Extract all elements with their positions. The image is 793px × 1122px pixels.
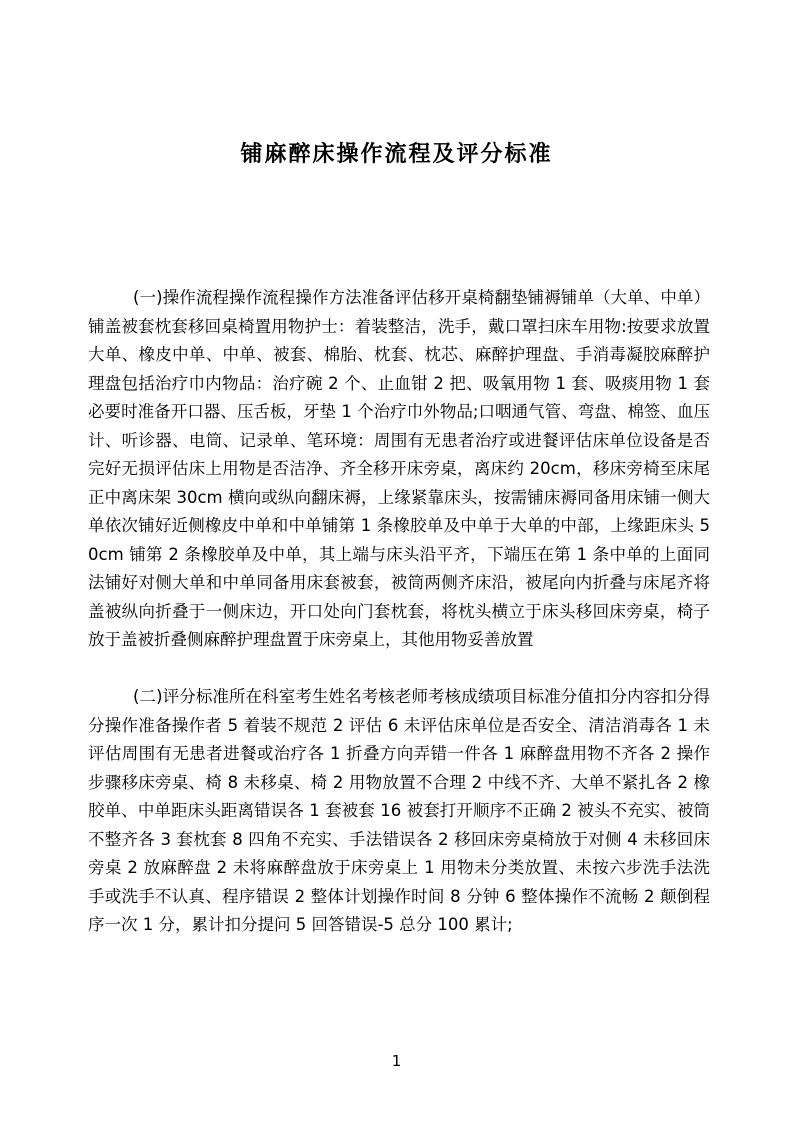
- page-title: 铺麻醉床操作流程及评分标准: [240, 142, 553, 167]
- page-number: 1: [391, 1052, 402, 1070]
- paragraph-scoring-standard: (二)评分标准所在科室考生姓名考核老师考核成绩项目标准分值扣分内容扣分得分操作准备操作者 5 着装不规范 2 评估 6 未评估床单位是否安全、清洁消毒各 1 未评估周围有无患者进餐或治疗各 1 折叠方向弄错一件各 1 麻醉盘用物不齐各 2 操作步骤移床旁桌、椅 8 未移桌、椅 2 用物放置不合理 2 中线不齐、大单不紧扎各 2 橡胶单、中单距床头距离错误各 1 套被套 16 被套打开顺序不正确 2 被头不充实、被筒不整齐各 3 套枕套 8 四角不充实、手法错误各 2 移回床旁桌椅放于对侧 4 未移回床旁桌 2 放麻醉盘 2 未将麻醉盘放于床旁桌上 1 用物未分类放置、未按六步洗手法洗手或洗手不认真、程序错误 2 整体计划操作时间 8 分钟 6 整体操作不流畅 2 颠倒程序一次 1 分，累计扣分提问 5 回答错误-5 总分 100 累计;: [88, 687, 710, 934]
- document-body: [88, 284, 710, 940]
- paragraph-operation-procedure: (一)操作流程操作流程操作方法准备评估移开桌椅翻垫铺褥铺单（大单、中单）铺盖被套枕套移回桌椅置用物护士：着装整洁，洗手，戴口罩扫床车用物:按要求放置大单、橡皮中单、中单、被套、棉胎、枕套、枕芯、麻醉护理盘、手消毒凝胶麻醉护理盘包括治疗巾内物品：治疗碗 2 个、止血钳 2 把、吸氧用物 1 套、吸痰用物 1 套必要时准备开口器、压舌板，牙垫 1 个治疗巾外物品;口咽通气管、弯盘、棉签、血压计、听诊器、电筒、记录单、笔环境：周围有无患者治疗或进餐评估床单位设备是否完好无损评估床上用物是否洁净、齐全移开床旁桌，离床约 20cm，移床旁椅至床尾正中离床架 30cm 横向或纵向翻床褥，上缘紧靠床头，按需铺床褥同备用床铺一侧大单依次铺好近侧橡皮中单和中单铺第 1 条橡胶单及中单于大单的中部，上缘距床头 50cm 铺第 2 条橡胶单及中单，其上端与床头沿平齐，下端压在第 1 条中单的上面同法铺好对侧大单和中单同备用床套被套，被筒两侧齐床沿，被尾向内折叠与床尾齐将盖被纵向折叠于一侧床边，开口处向门套枕套，将枕头横立于床头移回床旁桌，椅子放于盖被折叠侧麻醉护理盘置于床旁桌上，其他用物妥善放置: [88, 288, 710, 649]
